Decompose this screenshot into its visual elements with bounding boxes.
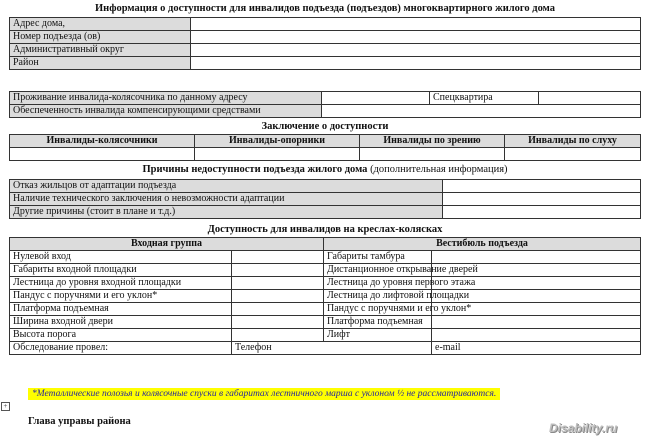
reason-refusal-value[interactable] <box>443 180 641 193</box>
reason-other-label: Другие причины (стоит в плане и т.д.) <box>10 206 443 219</box>
reason-refusal-label: Отказ жильцов от адаптации подъезда <box>10 180 443 193</box>
entry-label: Высота порога <box>10 329 232 342</box>
entry-value[interactable] <box>232 316 324 329</box>
table-row <box>10 31 641 44</box>
provision-label: Обеспеченность инвалида компенсирующими средствами <box>10 105 322 118</box>
entry-value[interactable] <box>232 290 324 303</box>
wheelchair-table <box>9 237 641 355</box>
reason-other-value[interactable] <box>443 206 641 219</box>
table-row <box>10 92 641 105</box>
page-title: Информация о доступности для инвалидов подъезда (подъездов) многоквартирного жилого дома <box>94 3 556 14</box>
table-row <box>10 193 641 206</box>
table-row <box>10 105 641 118</box>
area-label: Район <box>10 57 191 70</box>
conclusion-vision-value[interactable] <box>360 148 505 161</box>
table-row <box>10 57 641 70</box>
watermark-logo: Disability.ru <box>549 421 618 435</box>
special-apartment-value[interactable] <box>539 92 641 105</box>
area-value[interactable] <box>191 57 641 70</box>
table-row <box>10 290 641 303</box>
table-move-handle-icon[interactable]: + <box>1 402 10 411</box>
table-row <box>10 251 641 264</box>
header-hearing: Инвалиды по слуху <box>505 135 641 148</box>
table-row <box>10 303 641 316</box>
table-row <box>10 135 641 148</box>
entry-value[interactable] <box>232 277 324 290</box>
reason-technical-label: Наличие технического заключения о невозможности адаптации <box>10 193 443 206</box>
entry-value[interactable] <box>232 329 324 342</box>
vestibule-label: Лифт <box>324 329 432 342</box>
table-row <box>10 316 641 329</box>
conclusion-hearing-value[interactable] <box>505 148 641 161</box>
table-row <box>10 264 641 277</box>
table-row <box>10 180 641 193</box>
footnote: *Металлические полозья и колясочные спуски в габаритах лестничного марша с уклоном ½ не рассматриваются. <box>28 388 500 400</box>
vestibule-label: Лестница до уровня первого этажа <box>324 277 432 290</box>
entrance-value[interactable] <box>191 31 641 44</box>
table-row <box>10 206 641 219</box>
entry-value[interactable] <box>232 264 324 277</box>
table-row <box>10 148 641 161</box>
wheelchair-resident-value[interactable] <box>322 92 430 105</box>
survey-label: Обследование провел: <box>10 342 232 355</box>
table-row <box>10 238 641 251</box>
entry-group-header: Входная группа <box>10 238 324 251</box>
header-wheelchair: Инвалиды-колясочники <box>10 135 195 148</box>
reasons-title-main: Причины недоступности подъезда жилого дома <box>142 164 368 175</box>
entry-label: Габариты входной площадки <box>10 264 232 277</box>
reason-technical-value[interactable] <box>443 193 641 206</box>
email-label: e-mail <box>432 342 641 355</box>
vestibule-label: Дистанционное открывание дверей <box>324 264 432 277</box>
entry-label: Нулевой вход <box>10 251 232 264</box>
table-row <box>10 329 641 342</box>
entry-label: Пандус с поручнями и его уклон* <box>10 290 232 303</box>
entry-label: Ширина входной двери <box>10 316 232 329</box>
reasons-table <box>9 179 641 219</box>
conclusion-table <box>9 134 641 161</box>
vestibule-label: Лестница до лифтовой площадки <box>324 290 432 303</box>
vestibule-label: Платформа подъемная <box>324 316 432 329</box>
conclusion-mobility-value[interactable] <box>195 148 360 161</box>
entrance-label: Номер подъезда (ов) <box>10 31 191 44</box>
vestibule-value[interactable] <box>432 329 641 342</box>
vestibule-header: Вестибюль подъезда <box>324 238 641 251</box>
entry-label: Платформа подъемная <box>10 303 232 316</box>
special-apartment-label: Спецквартира <box>430 92 539 105</box>
header-vision: Инвалиды по зрению <box>360 135 505 148</box>
vestibule-label: Пандус с поручнями и его уклон* <box>324 303 432 316</box>
provision-value[interactable] <box>322 105 641 118</box>
vestibule-label: Габариты тамбура <box>324 251 432 264</box>
entry-label: Лестница до уровня входной площадки <box>10 277 232 290</box>
wheelchair-title: Доступность для инвалидов на креслах-колясках <box>207 224 443 235</box>
vestibule-value[interactable] <box>432 316 641 329</box>
living-table <box>9 91 641 118</box>
table-row <box>10 277 641 290</box>
header-mobility: Инвалиды-опорники <box>195 135 360 148</box>
phone-label: Телефон <box>232 342 432 355</box>
entry-value[interactable] <box>232 303 324 316</box>
address-value[interactable] <box>191 18 641 31</box>
signature-label: Глава управы района <box>28 416 131 427</box>
table-row <box>10 342 641 355</box>
conclusion-wheelchair-value[interactable] <box>10 148 195 161</box>
table-row <box>10 44 641 57</box>
address-label: Адрес дома, <box>10 18 191 31</box>
reasons-title <box>0 164 650 175</box>
vestibule-value[interactable] <box>432 251 641 264</box>
wheelchair-resident-label: Проживание инвалида-колясочника по данному адресу <box>10 92 322 105</box>
entry-value[interactable] <box>232 251 324 264</box>
conclusion-title: Заключение о доступности <box>261 121 389 132</box>
reasons-title-extra: (дополнительная информация) <box>367 164 508 175</box>
district-value[interactable] <box>191 44 641 57</box>
district-label: Административный округ <box>10 44 191 57</box>
address-table <box>9 17 641 70</box>
table-row <box>10 18 641 31</box>
